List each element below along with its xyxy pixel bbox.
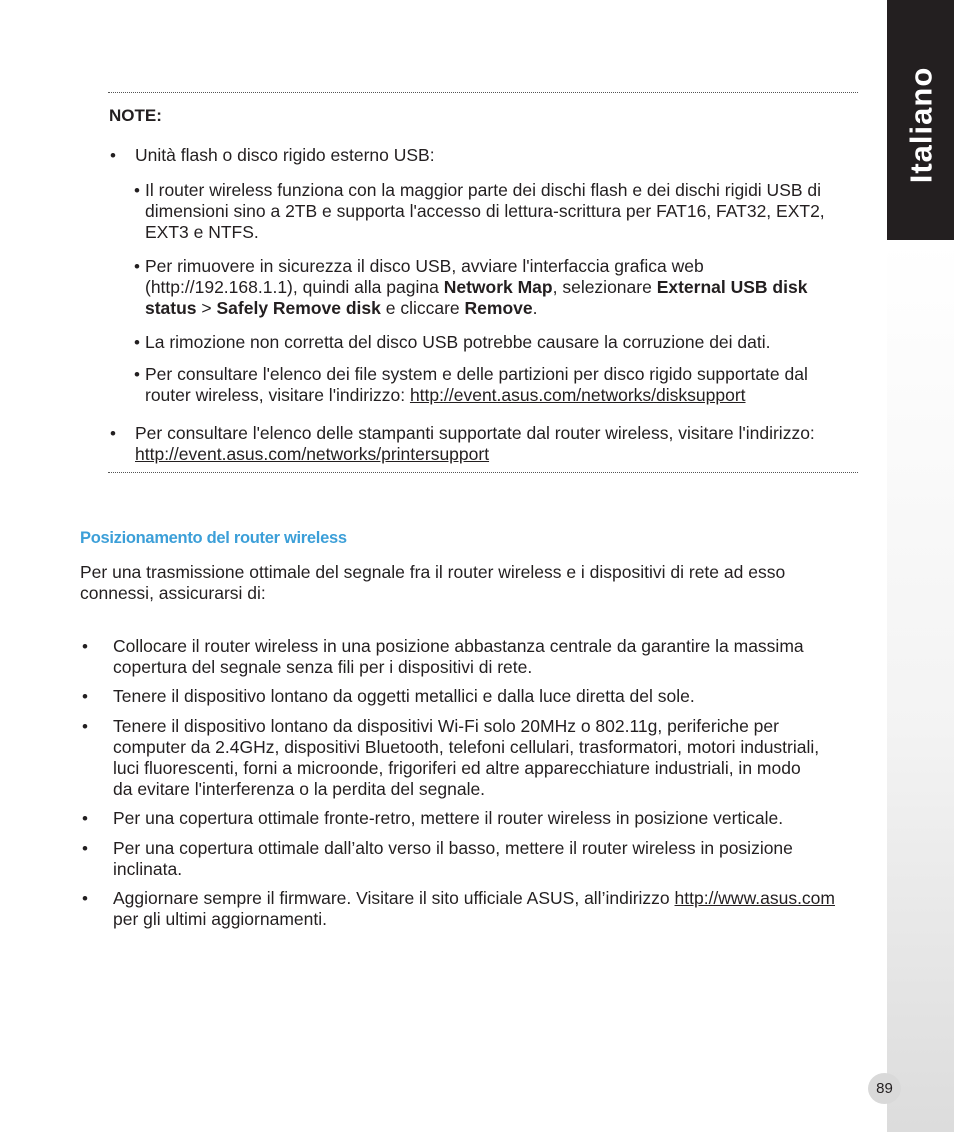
bullet-glyph: •	[134, 365, 140, 384]
bullet-glyph: •	[134, 181, 140, 200]
disksupport-link[interactable]: http://event.asus.com/networks/disksupport	[409, 385, 746, 405]
bullet-glyph: •	[82, 889, 88, 908]
usb-note-4	[145, 364, 858, 406]
bullet-glyph: •	[134, 257, 140, 276]
safely-remove-label: Safely Remove disk	[216, 298, 381, 318]
asus-website-link[interactable]: http://www.asus.com	[674, 888, 835, 908]
usb-note-2-text: e cliccare	[380, 298, 465, 318]
network-map-label: Network Map	[443, 277, 553, 297]
printersupport-link[interactable]: http://event.asus.com/networks/printersupport	[135, 444, 490, 464]
bullet-glyph: •	[82, 637, 88, 656]
bullet-glyph: •	[82, 687, 88, 706]
placement-tip-6-text: per gli ultimi aggiornamenti.	[113, 909, 327, 929]
language-label: Italiano	[903, 66, 939, 184]
usb-note-2-text: >	[196, 298, 217, 318]
usb-note-1: Il router wireless funziona con la maggior parte dei dischi flash e dei dischi rigidi USB di dimensioni sino a 2TB e supporta l'accesso di lettura-scrittura per FAT16, FAT32, EXT2, EXT3 e NTFS.	[145, 180, 825, 242]
usb-note-2-text: , selezionare	[552, 277, 657, 297]
note-title: NOTE:	[109, 106, 162, 125]
placement-tip-5: Per una copertura ottimale dall’alto verso il basso, mettere il router wireless in posizione inclinata.	[113, 838, 793, 879]
sidebar-gradient	[887, 240, 954, 1132]
bullet-glyph: •	[110, 424, 116, 443]
bullet-glyph: •	[82, 839, 88, 858]
usb-note-2-text: Per rimuovere in sicurezza il disco USB, avviare l'interfaccia grafica web (http://192.168.1.1), quindi alla pagina	[145, 256, 704, 297]
note-top-divider	[108, 92, 858, 93]
note-bottom-divider	[108, 472, 858, 473]
page-number: 89	[868, 1073, 901, 1104]
printer-note	[135, 423, 835, 465]
printer-note-text: Per consultare l'elenco delle stampanti supportate dal router wireless, visitare l'indirizzo:	[135, 423, 815, 443]
remove-label: Remove	[464, 298, 533, 318]
placement-tip-6-text: Aggiornare sempre il firmware. Visitare il sito ufficiale ASUS, all’indirizzo	[113, 888, 675, 908]
placement-tip-4: Per una copertura ottimale fronte-retro, mettere il router wireless in posizione verticale.	[113, 808, 784, 828]
placement-tip-3: Tenere il dispositivo lontano da dispositivi Wi-Fi solo 20MHz o 802.11g, periferiche per computer da 2.4GHz, dispositivi Bluetooth, telefoni cellulari, trasformatori, motori industriali, luci fluorescenti, forni a microonde, frigoriferi ed altre apparecchiature industriali, in modo da evitare l'interferenza o la perdita del segnale.	[113, 716, 820, 799]
external-usb-status-label: External USB disk status	[145, 277, 808, 318]
bullet-glyph: •	[82, 717, 88, 736]
language-label-wrap	[896, 30, 946, 220]
section-heading: Posizionamento del router wireless	[80, 529, 347, 547]
placement-tip-1: Collocare il router wireless in una posizione abbastanza centrale da garantire la massima copertura del segnale senza fili per i dispositivi di rete.	[113, 636, 804, 677]
placement-tip-6	[113, 888, 853, 930]
usb-note-2-text: .	[532, 298, 538, 318]
usb-note-2	[145, 256, 850, 319]
bullet-glyph: •	[110, 146, 116, 165]
usb-note-4-text: Per consultare l'elenco dei file system e delle partizioni per disco rigido supportate dal router wireless, visitare l'indirizzo:	[145, 364, 808, 405]
section-intro: Per una trasmissione ottimale del segnale fra il router wireless e i dispositivi di rete ad esso connessi, assicurarsi di:	[80, 562, 786, 603]
usb-heading: Unità flash o disco rigido esterno USB:	[135, 145, 435, 165]
placement-tip-2: Tenere il dispositivo lontano da oggetti metallici e dalla luce diretta del sole.	[113, 686, 695, 706]
usb-note-3: La rimozione non corretta del disco USB potrebbe causare la corruzione dei dati.	[145, 332, 771, 352]
bullet-glyph: •	[134, 333, 140, 352]
bullet-glyph: •	[82, 809, 88, 828]
